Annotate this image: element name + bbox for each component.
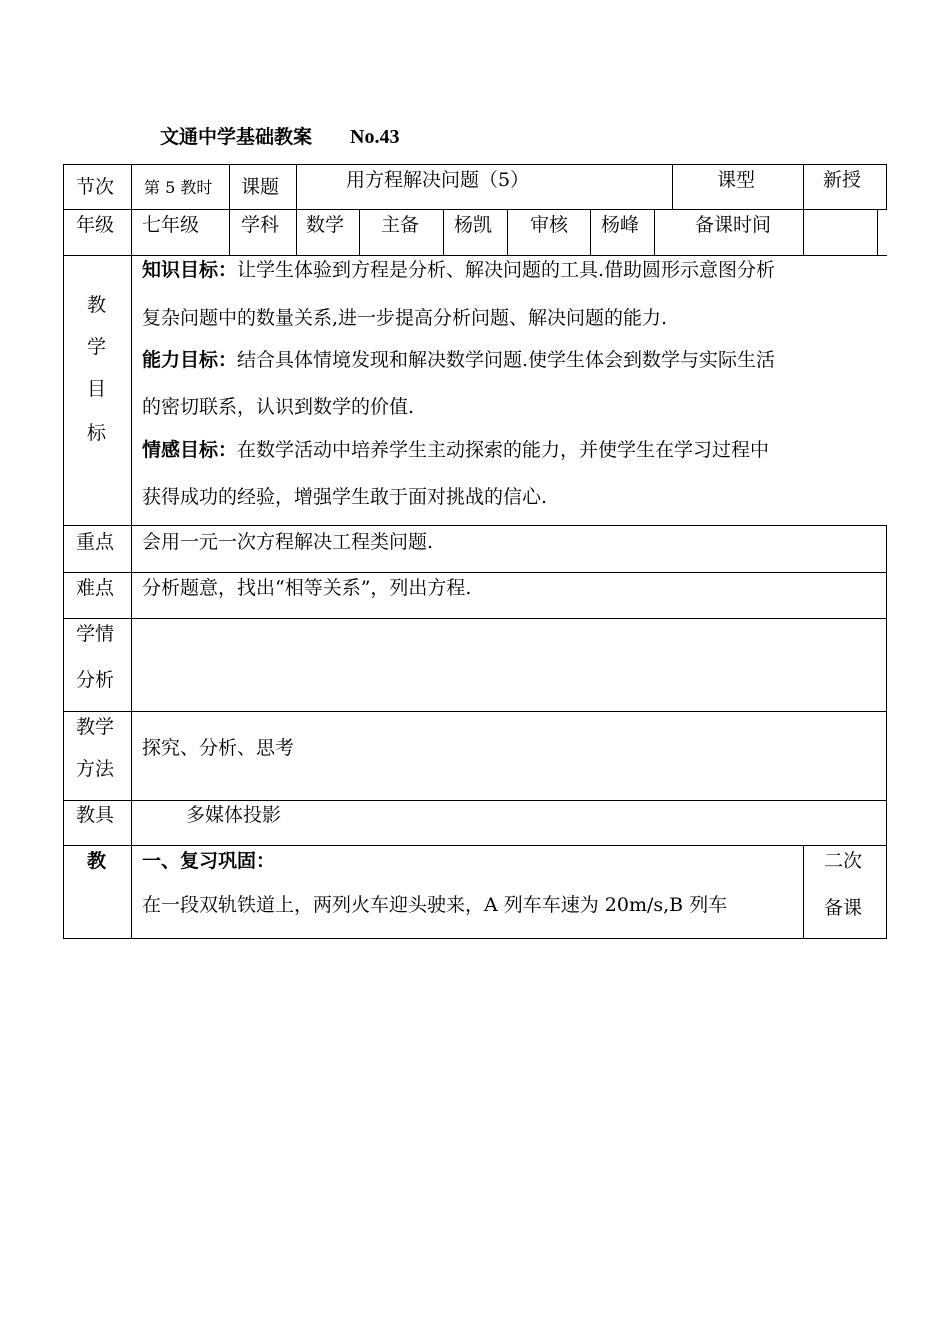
tools-value: 多媒体投影	[186, 804, 282, 826]
ability-goal-line2: 的密切联系，认识到数学的价值.	[142, 396, 415, 418]
nianji-label: 年级	[76, 214, 115, 236]
nianji-value: 七年级	[142, 214, 200, 236]
shenhe-value: 杨峰	[601, 214, 640, 236]
second-prep-label-line1: 二次	[824, 850, 863, 872]
emotion-goal-text1: 在数学活动中培养学生主动探索的能力，并使学生在学习过程中	[237, 439, 770, 461]
jieci-value: 第 5 教时	[144, 178, 213, 197]
review-problem-text: 在一段双轨铁道上，两列火车迎头驶来，A 列车车速为 20m/s,B 列车	[142, 894, 728, 916]
knowledge-goal-line1	[142, 248, 775, 293]
knowledge-goal-text1: 让学生体验到方程是分析、解决问题的工具.借助圆形示意图分析	[237, 259, 776, 281]
analysis-label-line1: 学情	[76, 623, 115, 645]
key-point-value: 会用一元一次方程解决工程类问题.	[142, 531, 434, 553]
school-title: 文通中学基础教案	[160, 126, 313, 148]
ability-goal-label: 能力目标：	[142, 349, 238, 371]
method-label-line1: 教学	[76, 716, 115, 738]
emotion-goal-label: 情感目标：	[142, 439, 238, 461]
goals-label-1: 教	[87, 294, 107, 316]
xueke-label: 学科	[241, 214, 280, 236]
lesson-number: No.43	[350, 126, 400, 148]
key-point-label: 重点	[76, 531, 115, 553]
page-title	[160, 122, 399, 149]
xueke-value: 数学	[306, 214, 345, 236]
ability-goal-line1	[142, 338, 775, 383]
ability-goal-text1: 结合具体情境发现和解决数学问题.使学生体会到数学与实际生活	[237, 349, 776, 371]
knowledge-goal-label: 知识目标：	[142, 259, 238, 281]
analysis-label-line2: 分析	[76, 669, 115, 691]
kexing-value: 新授	[823, 169, 862, 191]
emotion-goal-line2: 获得成功的经验，增强学生敢于面对挑战的信心.	[142, 486, 548, 508]
emotion-goal-line1	[142, 428, 769, 473]
process-label: 教	[87, 850, 107, 872]
shenhe-label: 审核	[530, 214, 569, 236]
keti-label: 课题	[241, 176, 280, 198]
goals-label-3: 目	[87, 378, 107, 400]
knowledge-goal-line2: 复杂问题中的数量关系,进一步提高分析问题、解决问题的能力.	[142, 307, 668, 329]
kexing-label: 课型	[717, 169, 756, 191]
keti-value: 用方程解决问题（5）	[346, 169, 530, 191]
method-label-line2: 方法	[76, 758, 115, 780]
difficulty-value: 分析题意，找出“相等关系”，列出方程.	[142, 577, 472, 599]
zhubei-value: 杨凯	[454, 214, 493, 236]
difficulty-label: 难点	[76, 577, 115, 599]
tools-label: 教具	[76, 804, 115, 826]
beike-label: 备课时间	[695, 214, 772, 236]
review-section-title: 一、复习巩固：	[142, 850, 276, 872]
method-value: 探究、分析、思考	[142, 737, 295, 759]
second-prep-label-line2: 备课	[824, 897, 863, 919]
goals-label-4: 标	[87, 422, 107, 444]
zhubei-label: 主备	[381, 214, 420, 236]
goals-label-2: 学	[87, 336, 107, 358]
jieci-label: 节次	[76, 176, 115, 198]
